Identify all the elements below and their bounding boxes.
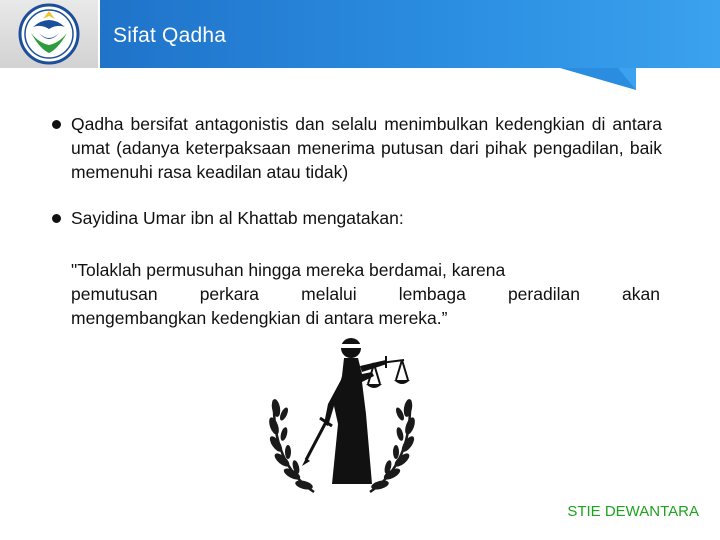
- bullet-dot-icon: [52, 214, 61, 223]
- quote-line: "Tolaklah permusuhan hingga mereka berdamai, karena: [71, 260, 506, 280]
- bullet-item: [52, 206, 662, 230]
- quote-line: pemutusan perkara melalui lembaga peradilan akan: [71, 284, 660, 304]
- lady-justice-icon: [262, 334, 422, 498]
- footer-brand: STIE DEWANTARA: [567, 503, 699, 520]
- logo-panel: [0, 0, 100, 68]
- bullet-text: Sayidina Umar ibn al Khattab mengatakan:: [71, 208, 404, 228]
- quote-block: [71, 258, 660, 330]
- quote-line: mengembangkan kedengkian di antara mereka.”: [71, 308, 448, 328]
- header-corner-tab: [560, 0, 720, 90]
- bullet-item: [52, 112, 662, 184]
- bullet-text: Qadha bersifat antagonistis dan selalu menimbulkan kedengkian di antara umat (adanya keterpaksaan menerima putusan dari pihak pengadilan, baik memenuhi rasa keadilan atau tidak): [71, 114, 662, 182]
- page-title: Sifat Qadha: [113, 24, 227, 47]
- ministry-emblem-icon: [9, 3, 89, 65]
- bullet-dot-icon: [52, 120, 61, 129]
